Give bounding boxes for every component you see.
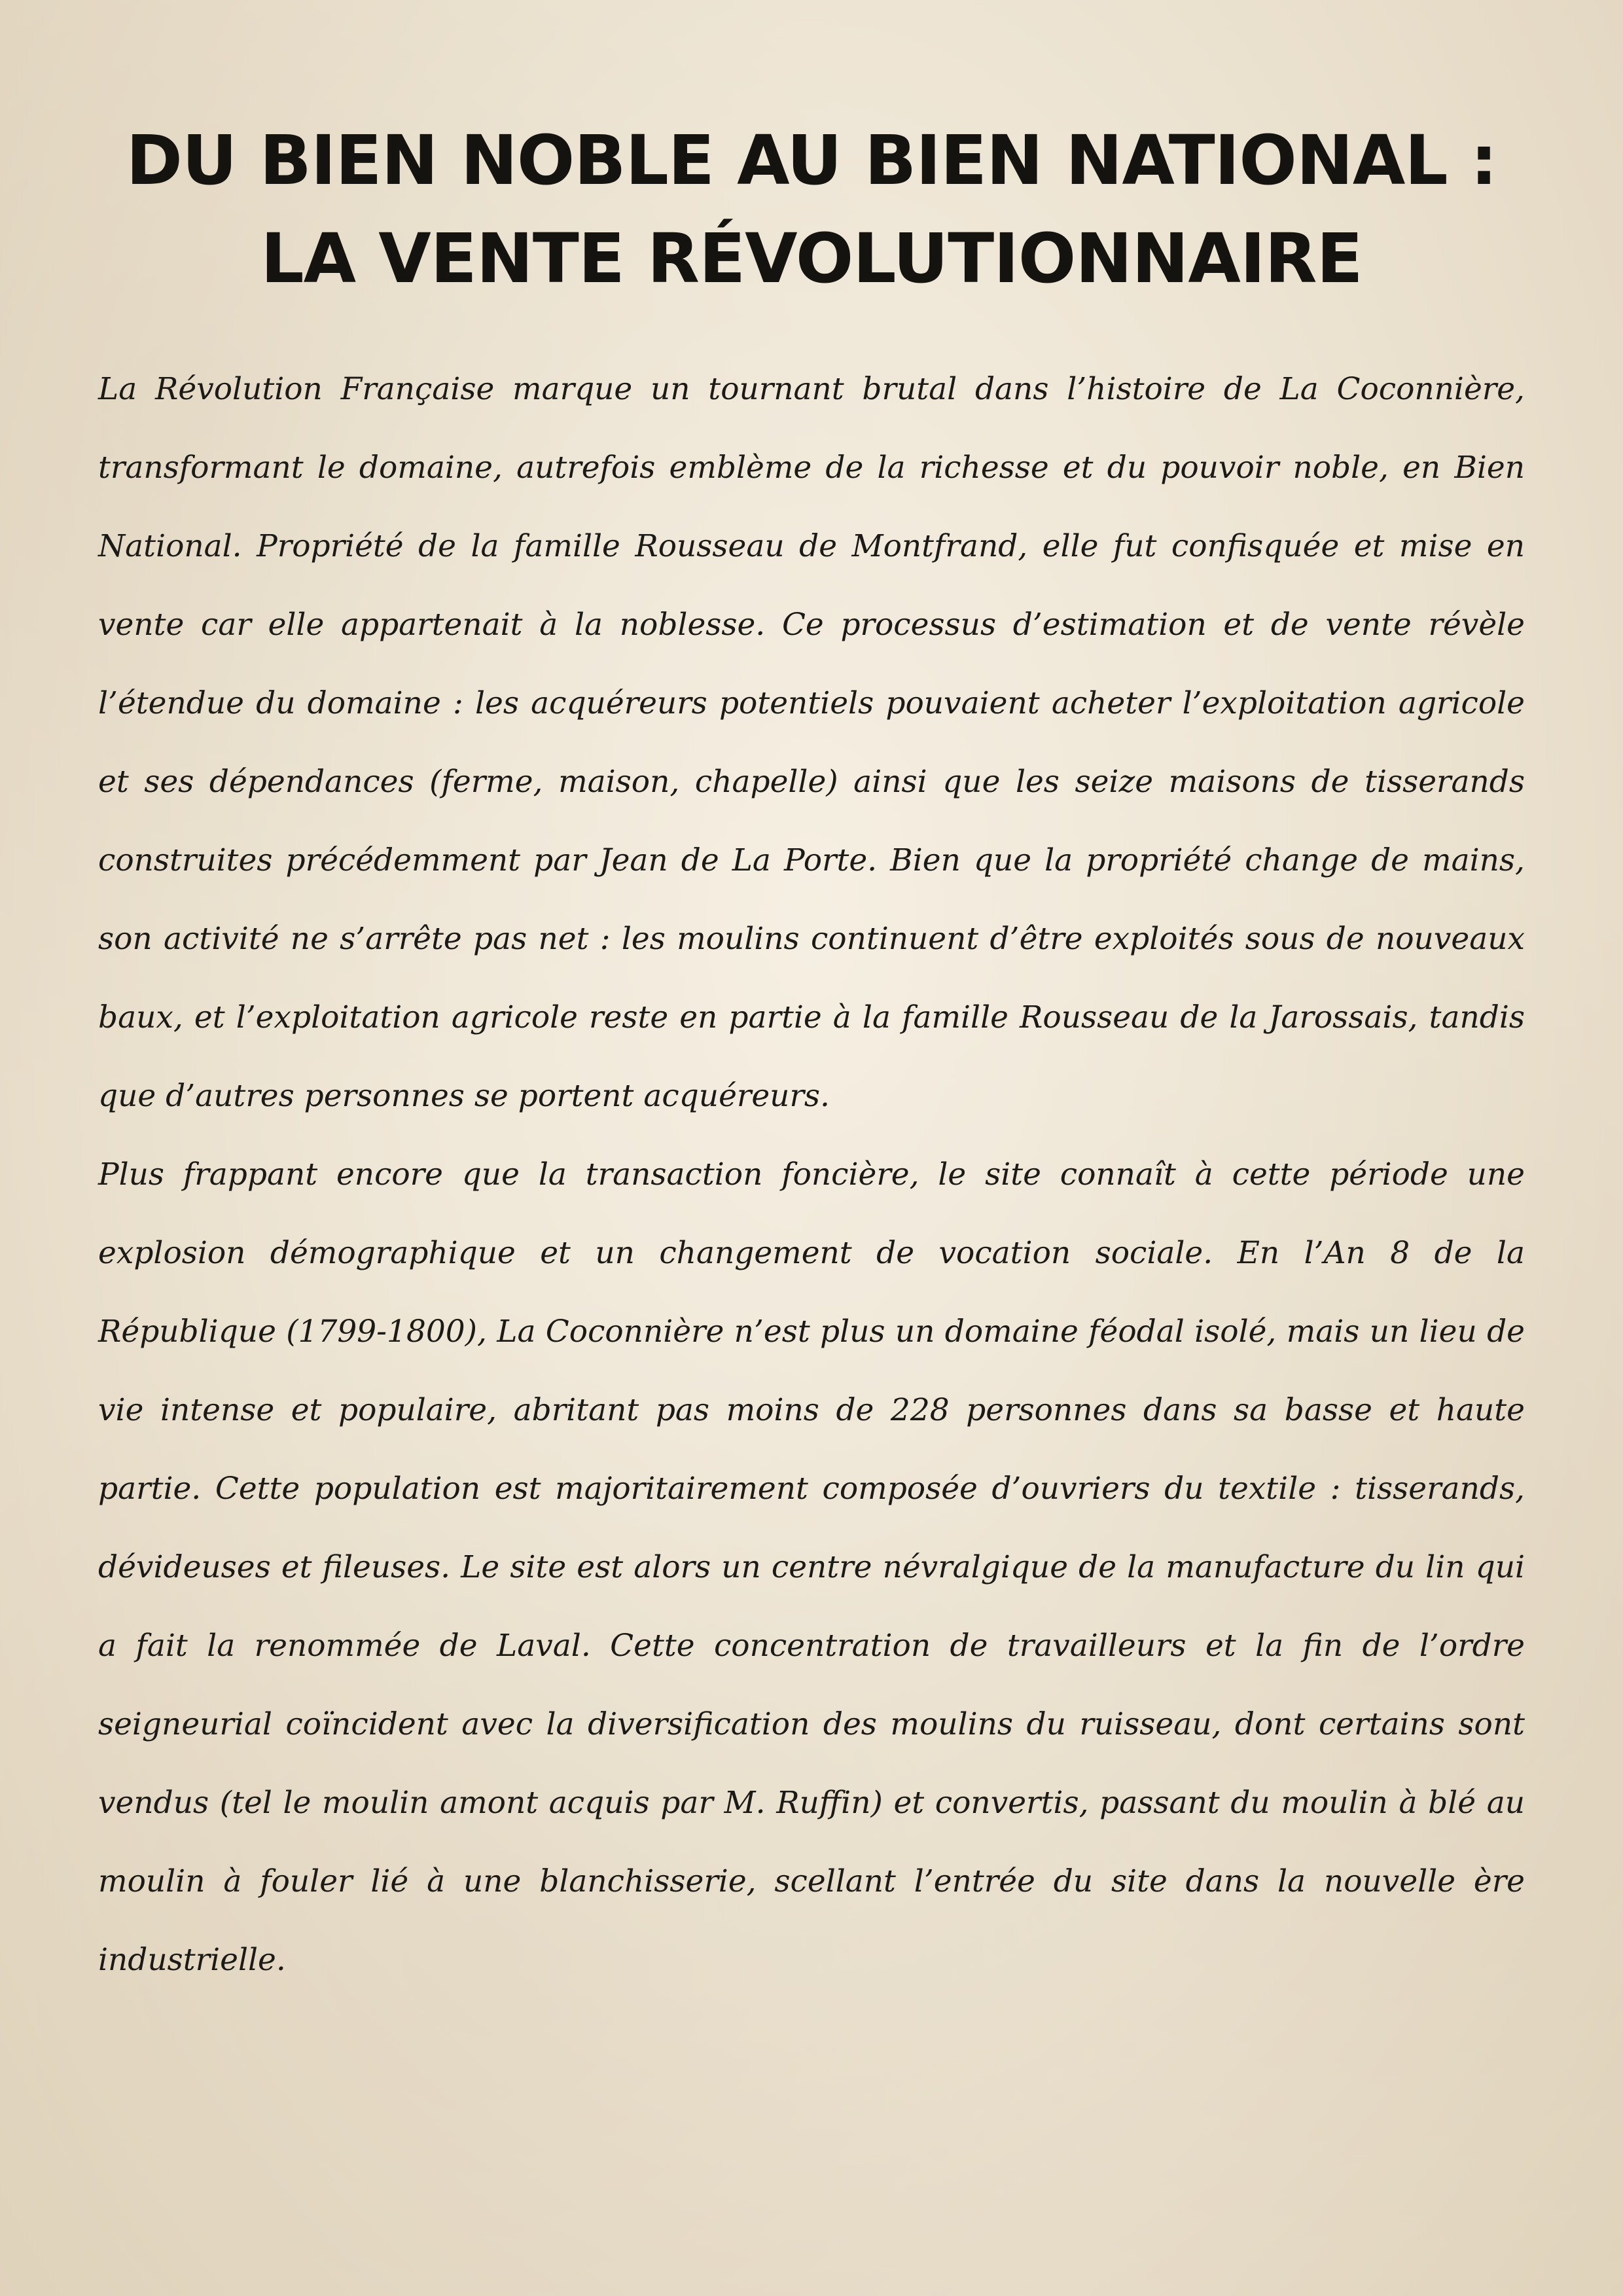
body-paragraph-1: La Révolution Française marque un tournant brutal dans l’histoire de La Coconnière, transformant le domaine, autrefois emblème de la richesse et du pouvoir noble, en Bien National. Propriété de la famille Rousseau de Montfrand, elle fut confisquée et mise en vente car elle appartenait à la noblesse. Ce processus d’estimation et de vente révèle l’étendue du domaine : les acquéreurs potentiels pouvaient acheter l’exploitation agricole et ses dépendances (ferme, maison, chapelle) ainsi que les seize maisons de tisserands construites précédemment par Jean de La Porte. Bien que la propriété change de mains, son activité ne s’arrête pas net : les moulins continuent d’être exploités sous de nouveaux baux, et l’exploitation agricole reste en partie à la famille Rousseau de la Jarossais, tandis que d’autres personnes se portent acquéreurs. xyxy=(98,371,1525,1114)
title-line-2: LA VENTE RÉVOLUTIONNAIRE xyxy=(260,219,1363,298)
page-title xyxy=(0,111,1623,308)
title-line-1: DU BIEN NOBLE AU BIEN NATIONAL : xyxy=(126,120,1497,200)
body-paragraph-2: Plus frappant encore que la transaction foncière, le site connaît à cette période une explosion démographique et un changement de vocation sociale. En l’An 8 de la République (1799-1800), La Coconnière n’est plus un domaine féodal isolé, mais un lieu de vie intense et populaire, abritant pas moins de 228 personnes dans sa basse et haute partie. Cette population est majoritairement composée d’ouvriers du textile : tisserands, dévideuses et fileuses. Le site est alors un centre névralgique de la manufacture du lin qui a fait la renommée de Laval. Cette concentration de travailleurs et la fin de l’ordre seigneurial coïncident avec la diversification des moulins du ruisseau, dont certains sont vendus (tel le moulin amont acquis par M. Ruffin) et convertis, passant du moulin à blé au moulin à fouler lié à une blanchisserie, scellant l’entrée du site dans la nouvelle ère industrielle. xyxy=(98,1157,1525,1978)
